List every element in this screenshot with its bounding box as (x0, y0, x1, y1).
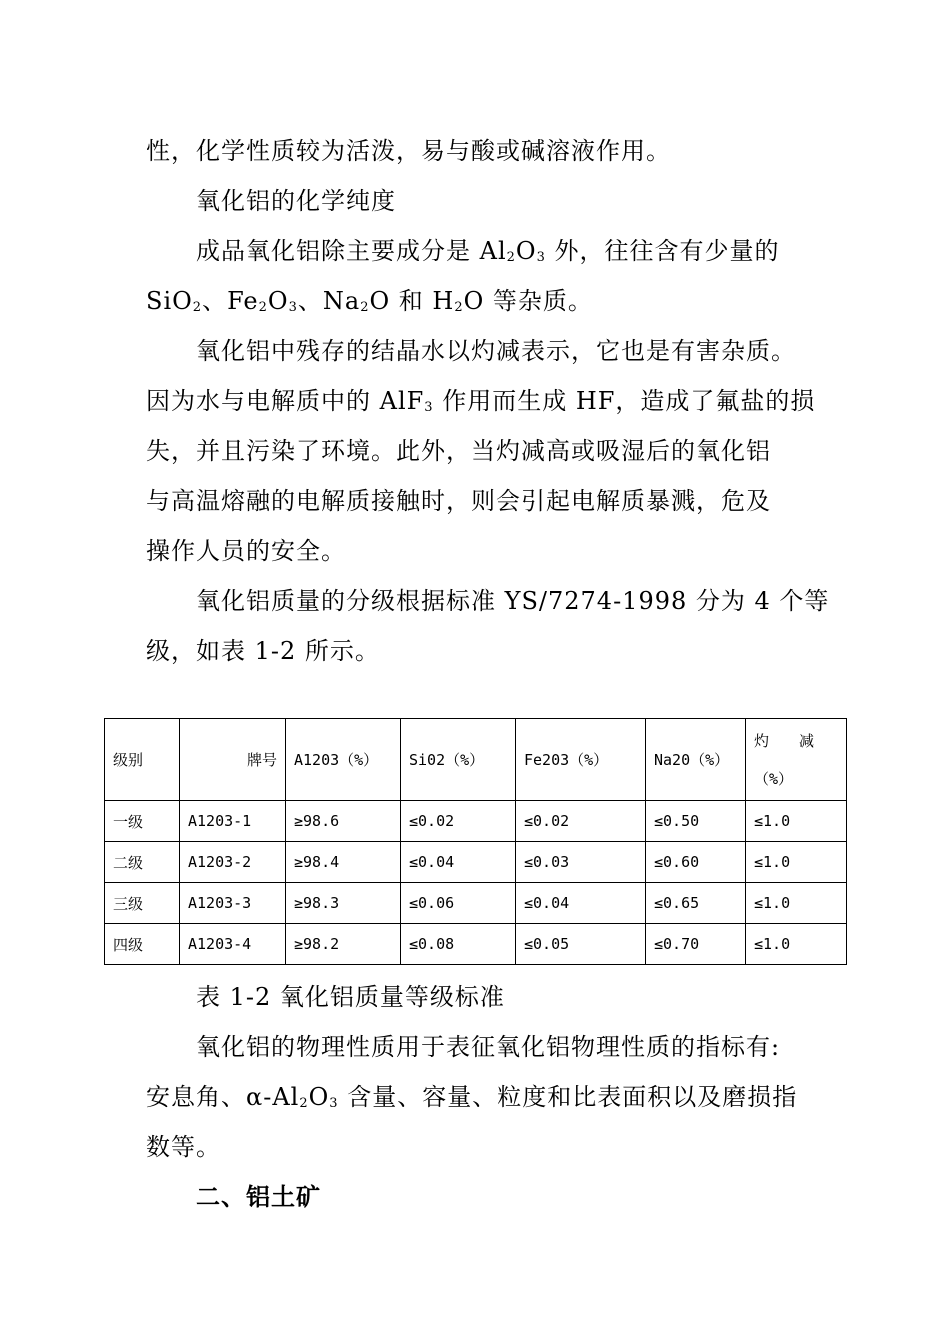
table-row (105, 801, 847, 842)
table-header-cell: 级别 (105, 719, 180, 801)
table-header-cell: 灼 减（%） (746, 719, 847, 801)
table-header-cell: Na20（%） (646, 719, 746, 801)
table-cell: 二级 (105, 842, 180, 883)
table-cell: ≤0.05 (516, 924, 646, 965)
table-cell: ≤0.03 (516, 842, 646, 883)
paragraph-line: 与高温熔融的电解质接触时，则会引起电解质暴溅，危及 (146, 487, 771, 515)
table-cell: 四级 (105, 924, 180, 965)
table-cell: ≤1.0 (746, 801, 847, 842)
table-cell: ≥98.4 (286, 842, 401, 883)
table-cell: 三级 (105, 883, 180, 924)
paragraph-line: SiO$_2$、$Fe_2O_3$、$Na_2O$ 和 $H_2O$ 等杂质。 (146, 287, 593, 315)
table-cell: A1203-3 (180, 883, 286, 924)
table-header-cell: A1203（%） (286, 719, 401, 801)
paragraph-line: 氧化铝的物理性质用于表征氧化铝物理性质的指标有: (196, 1033, 781, 1061)
paragraph-line: 氧化铝中残存的结晶水以灼减表示，它也是有害杂质。 (196, 337, 796, 365)
table-row (105, 924, 847, 965)
table-header-cell: Fe203（%） (516, 719, 646, 801)
section-heading: 二、铝土矿 (196, 1182, 321, 1211)
subheading-purity: 氧化铝的化学纯度 (196, 187, 396, 215)
table-header-row (105, 719, 847, 801)
table-cell: ≥98.3 (286, 883, 401, 924)
table-cell: ≤0.04 (516, 883, 646, 924)
table-caption: 表 1-2 氧化铝质量等级标准 (196, 983, 505, 1011)
table-cell: ≤0.50 (646, 801, 746, 842)
table-header-cell: Si02（%） (401, 719, 516, 801)
table-cell: ≤1.0 (746, 842, 847, 883)
table-row (105, 842, 847, 883)
quality-grade-table (104, 718, 847, 965)
table-cell: ≤0.02 (401, 801, 516, 842)
paragraph-line: 操作人员的安全。 (146, 537, 346, 565)
table-cell: ≥98.6 (286, 801, 401, 842)
table-cell: A1203-1 (180, 801, 286, 842)
table-cell: ≤1.0 (746, 924, 847, 965)
table-cell: ≥98.2 (286, 924, 401, 965)
table-cell: ≤0.70 (646, 924, 746, 965)
paragraph-line: 氧化铝质量的分级根据标准 YS/7274-1998 分为 4 个等 (196, 587, 830, 615)
paragraph-line: 安息角、$\alpha-Al_2O_3$ 含量、容量、粒度和比表面积以及磨损指 (146, 1083, 798, 1111)
table-row (105, 883, 847, 924)
table-cell: 一级 (105, 801, 180, 842)
paragraph-line: 性，化学性质较为活泼，易与酸或碱溶液作用。 (146, 137, 671, 165)
table-cell: ≤0.02 (516, 801, 646, 842)
paragraph-line: 因为水与电解质中的 AlF$_3$ 作用而生成 HF，造成了氟盐的损 (146, 387, 816, 415)
table-cell: A1203-2 (180, 842, 286, 883)
paragraph-line: 失，并且污染了环境。此外，当灼减高或吸湿后的氧化铝 (146, 437, 771, 465)
table-cell: ≤0.60 (646, 842, 746, 883)
table-cell: ≤0.04 (401, 842, 516, 883)
table-cell: A1203-4 (180, 924, 286, 965)
table-cell: ≤0.65 (646, 883, 746, 924)
table-header-cell: 牌号 (180, 719, 286, 801)
paragraph-line: 级，如表 1-2 所示。 (146, 637, 380, 665)
paragraph-line: 数等。 (146, 1133, 221, 1161)
paragraph-line: 成品氧化铝除主要成分是 $Al_2O_3$ 外，往往含有少量的 (196, 237, 780, 265)
table-cell: ≤0.08 (401, 924, 516, 965)
table-cell: ≤1.0 (746, 883, 847, 924)
table-cell: ≤0.06 (401, 883, 516, 924)
